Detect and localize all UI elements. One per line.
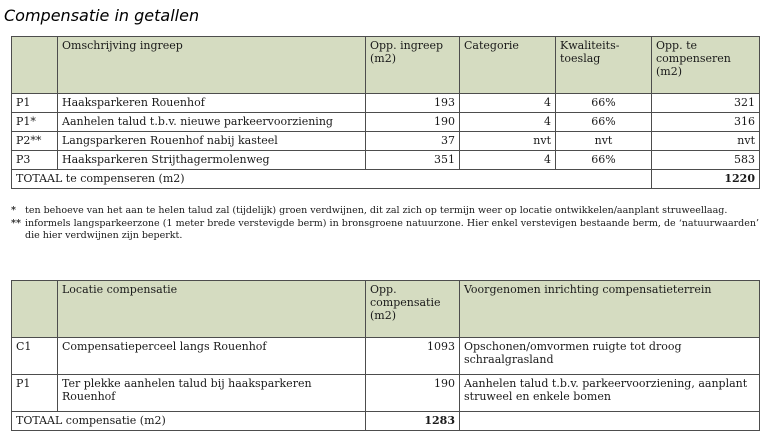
row-location: Compensatieperceel langs Rouenhof <box>58 338 366 375</box>
header-cell: Categorie <box>460 37 556 94</box>
row-toeslag: nvt <box>556 132 652 151</box>
header-cell <box>12 37 58 94</box>
row-category: 4 <box>460 151 556 170</box>
page-title: Compensatie in getallen <box>4 6 200 25</box>
row-code: P1* <box>12 113 58 132</box>
row-category: nvt <box>460 132 556 151</box>
header-cell: Opp. ingreep (m2) <box>366 37 460 94</box>
table-row <box>12 94 760 113</box>
empty-cell <box>460 412 760 431</box>
footnote <box>11 205 759 218</box>
header-cell: Voorgenomen inrichting compensatieterrein <box>460 281 760 338</box>
row-code: C1 <box>12 338 58 375</box>
footnotes <box>11 205 759 243</box>
row-area: 1093 <box>366 338 460 375</box>
total-label: TOTAAL compensatie (m2) <box>12 412 366 431</box>
row-toeslag: 66% <box>556 151 652 170</box>
row-compensate: 583 <box>652 151 760 170</box>
header-cell: Kwaliteits-toeslag <box>556 37 652 94</box>
row-description: Haaksparkeren Strijthagermolenweg <box>58 151 366 170</box>
footnote <box>11 218 759 243</box>
row-compensate: 316 <box>652 113 760 132</box>
table-header-row <box>12 37 760 94</box>
row-area: 37 <box>366 132 460 151</box>
row-area: 193 <box>366 94 460 113</box>
row-location: Ter plekke aanhelen talud bij haaksparkeren Rouenhof <box>58 375 366 412</box>
row-toeslag: 66% <box>556 113 652 132</box>
total-value: 1220 <box>652 170 760 189</box>
row-code: P3 <box>12 151 58 170</box>
row-compensate: nvt <box>652 132 760 151</box>
row-category: 4 <box>460 113 556 132</box>
row-description: Haaksparkeren Rouenhof <box>58 94 366 113</box>
row-plan: Aanhelen talud t.b.v. parkeervoorziening, aanplant struweel en enkele bomen <box>460 375 760 412</box>
compensation-table <box>11 36 760 189</box>
footnote-text: informels langsparkeerzone (1 meter brede verstevigde berm) in bronsgroene natuurzone. Hier enkel verstevigen bestaande berm, de ‘natuurwaarden’ die hier verdwijnen zijn beperkt. <box>25 217 759 241</box>
row-code: P1 <box>12 375 58 412</box>
table-row <box>12 151 760 170</box>
row-area: 190 <box>366 113 460 132</box>
header-cell: Omschrijving ingreep <box>58 37 366 94</box>
row-code: P2** <box>12 132 58 151</box>
row-toeslag: 66% <box>556 94 652 113</box>
row-code: P1 <box>12 94 58 113</box>
header-cell: Opp. compensatie (m2) <box>366 281 460 338</box>
total-row <box>12 412 760 431</box>
row-area: 190 <box>366 375 460 412</box>
row-description: Aanhelen talud t.b.v. nieuwe parkeervoorziening <box>58 113 366 132</box>
row-area: 351 <box>366 151 460 170</box>
row-description: Langsparkeren Rouenhof nabij kasteel <box>58 132 366 151</box>
total-row <box>12 170 760 189</box>
table-row <box>12 375 760 412</box>
total-value: 1283 <box>366 412 460 431</box>
row-category: 4 <box>460 94 556 113</box>
total-label: TOTAAL te compenseren (m2) <box>12 170 652 189</box>
table-row <box>12 338 760 375</box>
footnote-marker: ** <box>11 217 21 229</box>
header-cell <box>12 281 58 338</box>
footnote-text: ten behoeve van het aan te helen talud zal (tijdelijk) groen verdwijnen, dit zal zich op termijn weer op locatie ontwikkelen/aanplant struweellaag. <box>25 205 728 216</box>
footnote-marker: * <box>11 205 16 216</box>
table-row <box>12 113 760 132</box>
header-cell: Locatie compensatie <box>58 281 366 338</box>
compensation-location-table <box>11 280 760 431</box>
row-compensate: 321 <box>652 94 760 113</box>
table-row <box>12 132 760 151</box>
row-plan: Opschonen/omvormen ruigte tot droog schraalgrasland <box>460 338 760 375</box>
table-header-row <box>12 281 760 338</box>
header-cell: Opp. te compenseren (m2) <box>652 37 760 94</box>
